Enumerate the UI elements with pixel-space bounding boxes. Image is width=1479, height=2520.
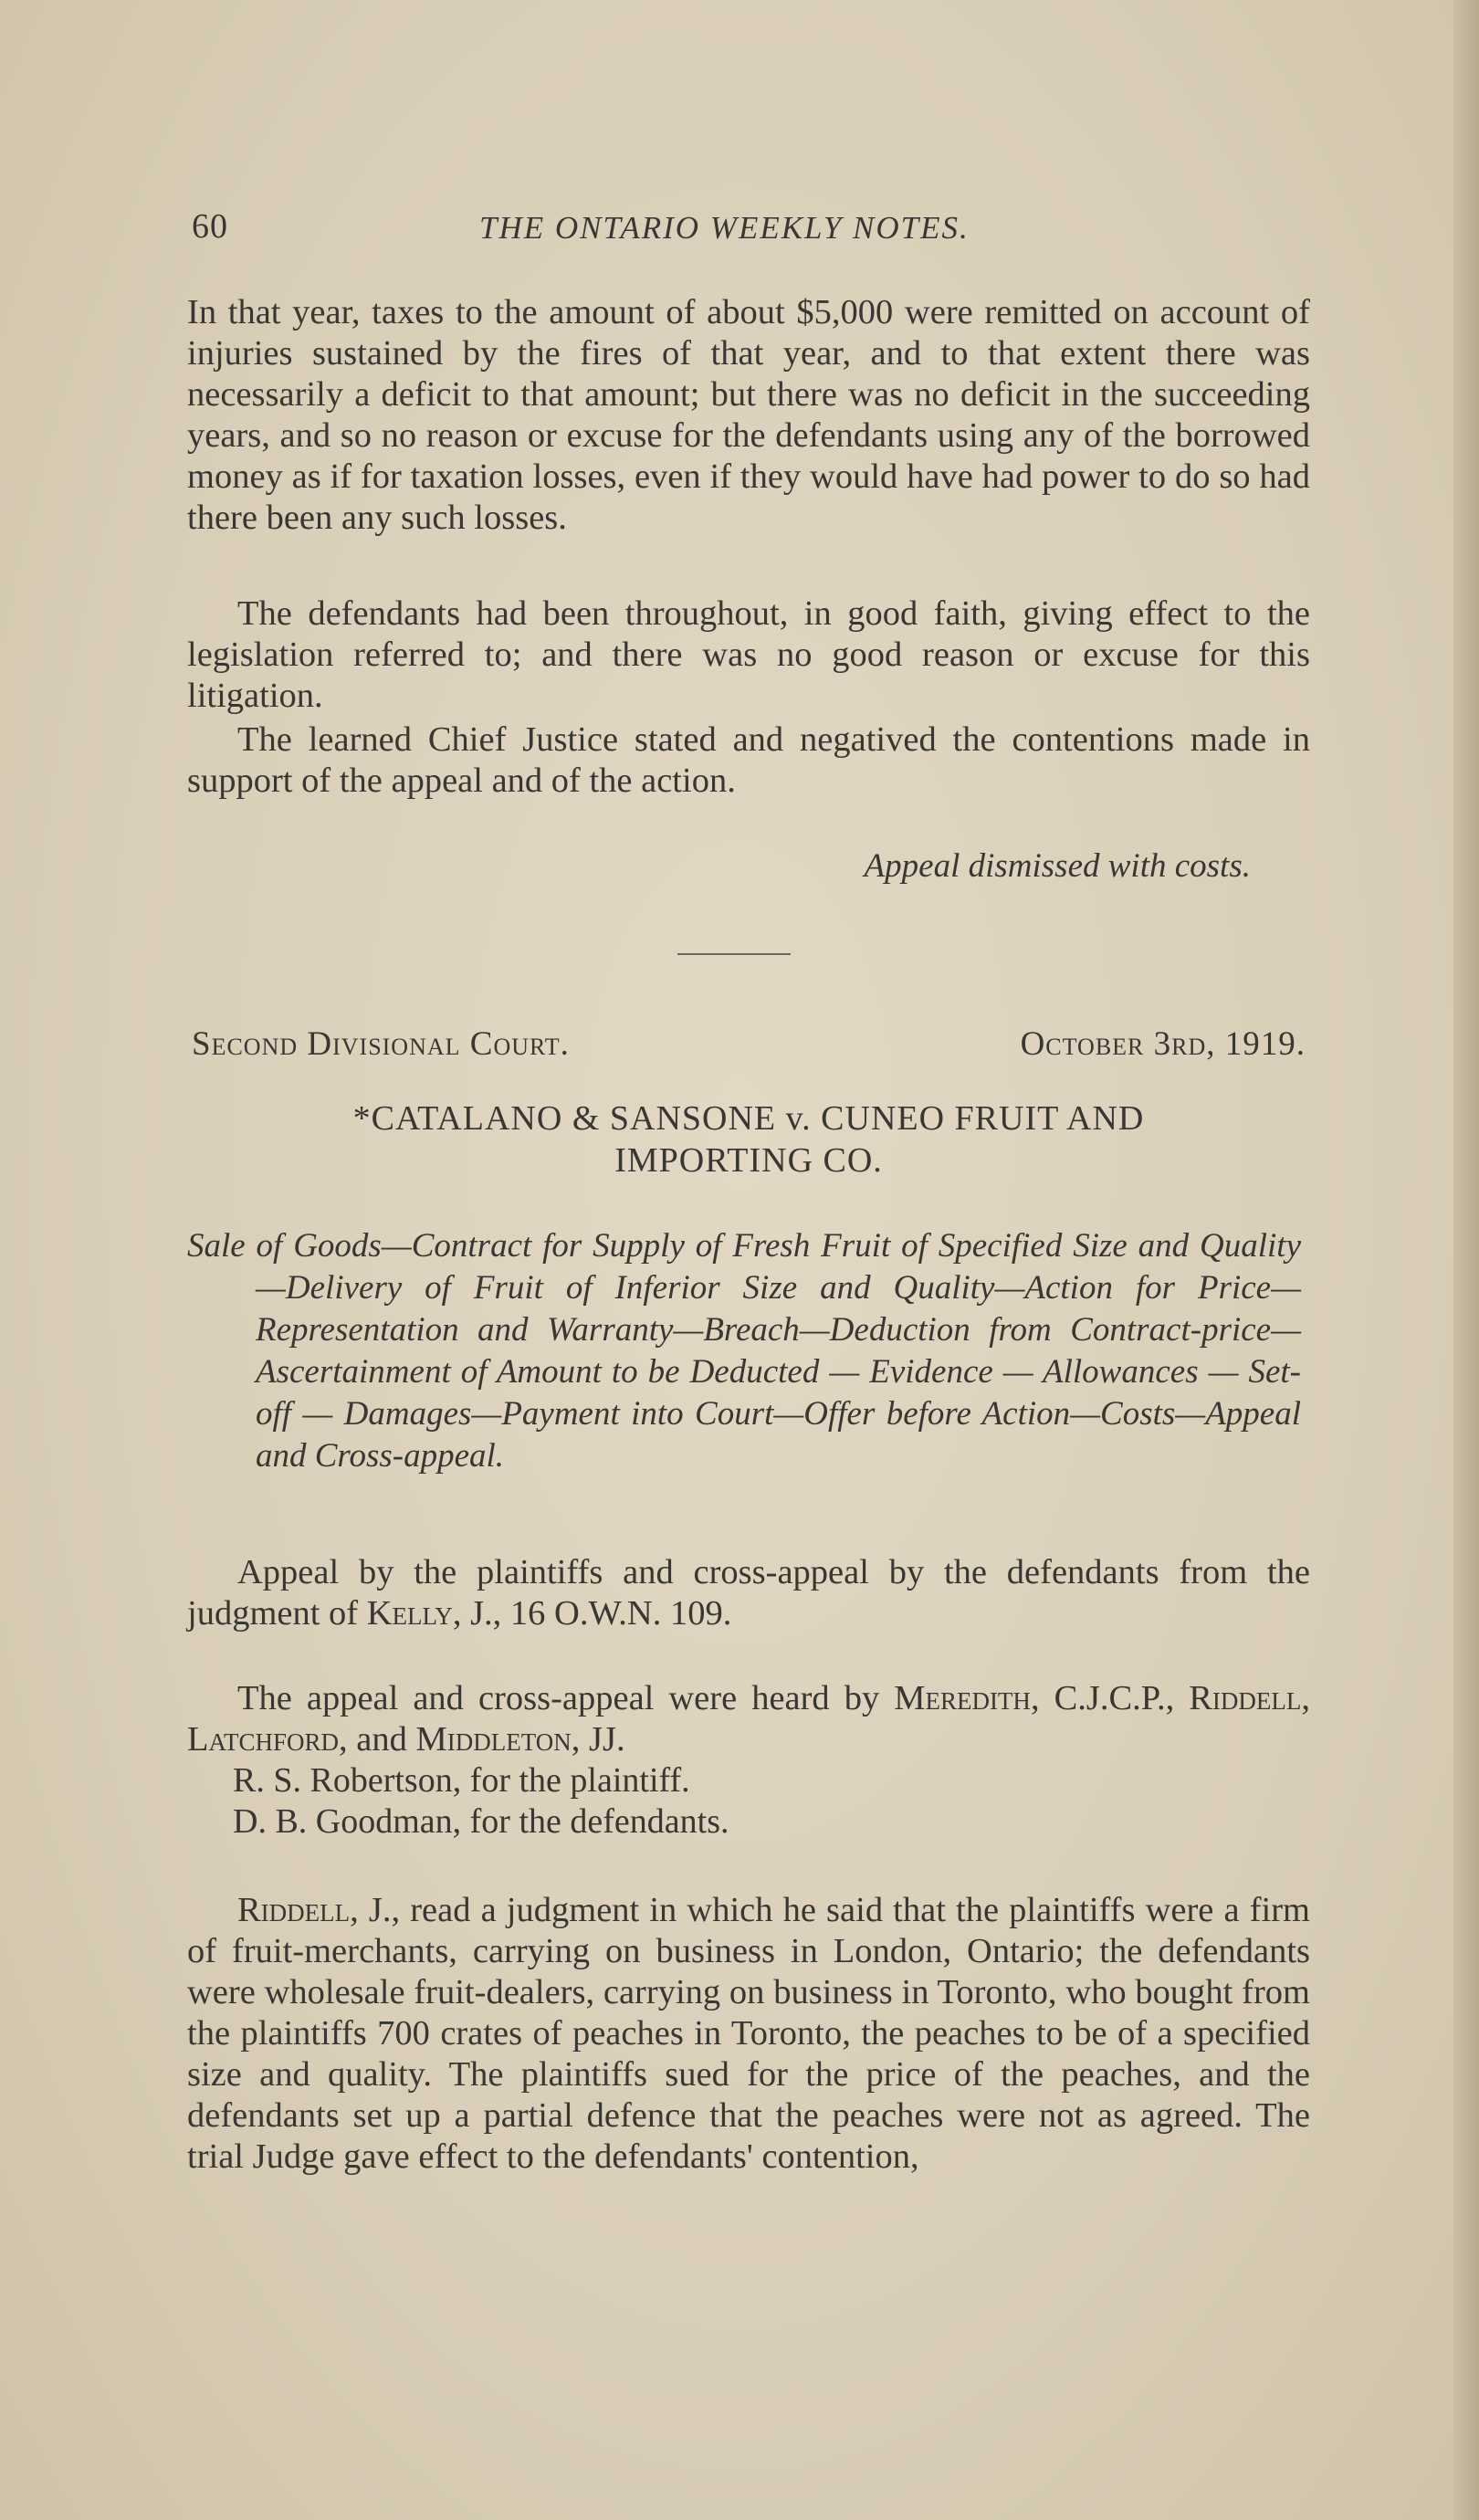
paragraph-chief-justice: The learned Chief Justice stated and negatived the contentions made in support of the appeal and of the action.	[187, 720, 1310, 800]
page-edge	[1453, 0, 1479, 2520]
judge-middleton: Middleton	[415, 1720, 572, 1759]
court-name: Second Divisional Court.	[192, 1025, 570, 1063]
paragraph-appeal	[187, 1552, 1310, 1634]
judge-meredith: Meredith	[894, 1679, 1031, 1717]
judge-riddell: Riddell	[1189, 1679, 1302, 1717]
heard-text-mid-1: , C.J.C.P.,	[1030, 1679, 1190, 1717]
decision-date: October 3rd, 1919.	[1020, 1025, 1306, 1063]
paragraph-good-faith: The defendants had been throughout, in good faith, giving effect to the legislation referred to; and there was no good reason or excuse for this litigation.	[187, 594, 1310, 715]
headnote: Sale of Goods—Contract for Supply of Fresh Fruit of Specified Size and Quality—Delivery of Fruit of Inferior Size and Quality—Action for Price—Representation and Warranty—Breach—Deduction from Contract-price—Ascertainment of Amount to be Deducted — Evidence — Allowances — Set-off — Damages—Payment into Court—Offer before Action—Costs—Appeal and Cross-appeal.	[187, 1227, 1301, 1475]
judgment-text: , J., read a judgment in which he said that the plaintiffs were a firm of fruit-merchants, carrying on business in London, Ontario; the defendants were wholesale fruit-dealers, carrying on business in Toronto, who bought from the plaintiffs 700 crates of peaches in Toronto, the peaches to be of a specified size and quality. The plaintiffs sued for the price of the peaches, and the defendants set up a partial defence that the peaches were not as agreed. The trial Judge gave effect to the defendants' contention,	[187, 1891, 1310, 2176]
heard-text-before: The appeal and cross-appeal were heard by	[237, 1679, 895, 1717]
heard-text-after: , JJ.	[571, 1720, 625, 1759]
section-divider	[677, 953, 791, 955]
case-title-line-1: *CATALANO & SANSONE v. CUNEO FRUIT AND	[352, 1099, 1145, 1138]
paragraph-heard	[187, 1678, 1310, 1760]
appeal-text-after: , J., 16 O.W.N. 109.	[452, 1594, 732, 1633]
judge-riddell-judgment: Riddell	[237, 1891, 351, 1929]
appeal-text-before: Appeal by the plaintiffs and cross-appeal by the defendants from the judgment of	[187, 1553, 1310, 1633]
heard-text-mid-2: ,	[1301, 1679, 1310, 1717]
heard-text-mid-3: , and	[339, 1720, 416, 1759]
case-title-line-2: IMPORTING CO.	[614, 1141, 883, 1180]
judge-latchford: Latchford	[187, 1720, 340, 1759]
court-line	[192, 1024, 1306, 1070]
page-header	[192, 206, 1306, 257]
page-number: 60	[192, 207, 228, 246]
paragraph-taxes: In that year, taxes to the amount of about $5,000 were remitted on account of injuries sustained by the fires of that year, and to that extent there was necessarily a deficit to that amount; but there was no deficit in the succeeding years, and so no reason or excuse for the defendants using any of the borrowed money as if for taxation losses, even if they would have had power to do so had there been any such losses.	[187, 293, 1310, 537]
case-title	[237, 1097, 1260, 1181]
counsel-defendants: D. B. Goodman, for the defendants.	[233, 1802, 729, 1841]
running-head: THE ONTARIO WEEKLY NOTES.	[479, 210, 970, 246]
counsel-plaintiff: R. S. Robertson, for the plaintiff.	[233, 1761, 690, 1800]
paragraph-judgment	[187, 1890, 1310, 2178]
disposition: Appeal dismissed with costs.	[864, 847, 1251, 885]
judge-kelly: Kelly	[366, 1594, 453, 1633]
